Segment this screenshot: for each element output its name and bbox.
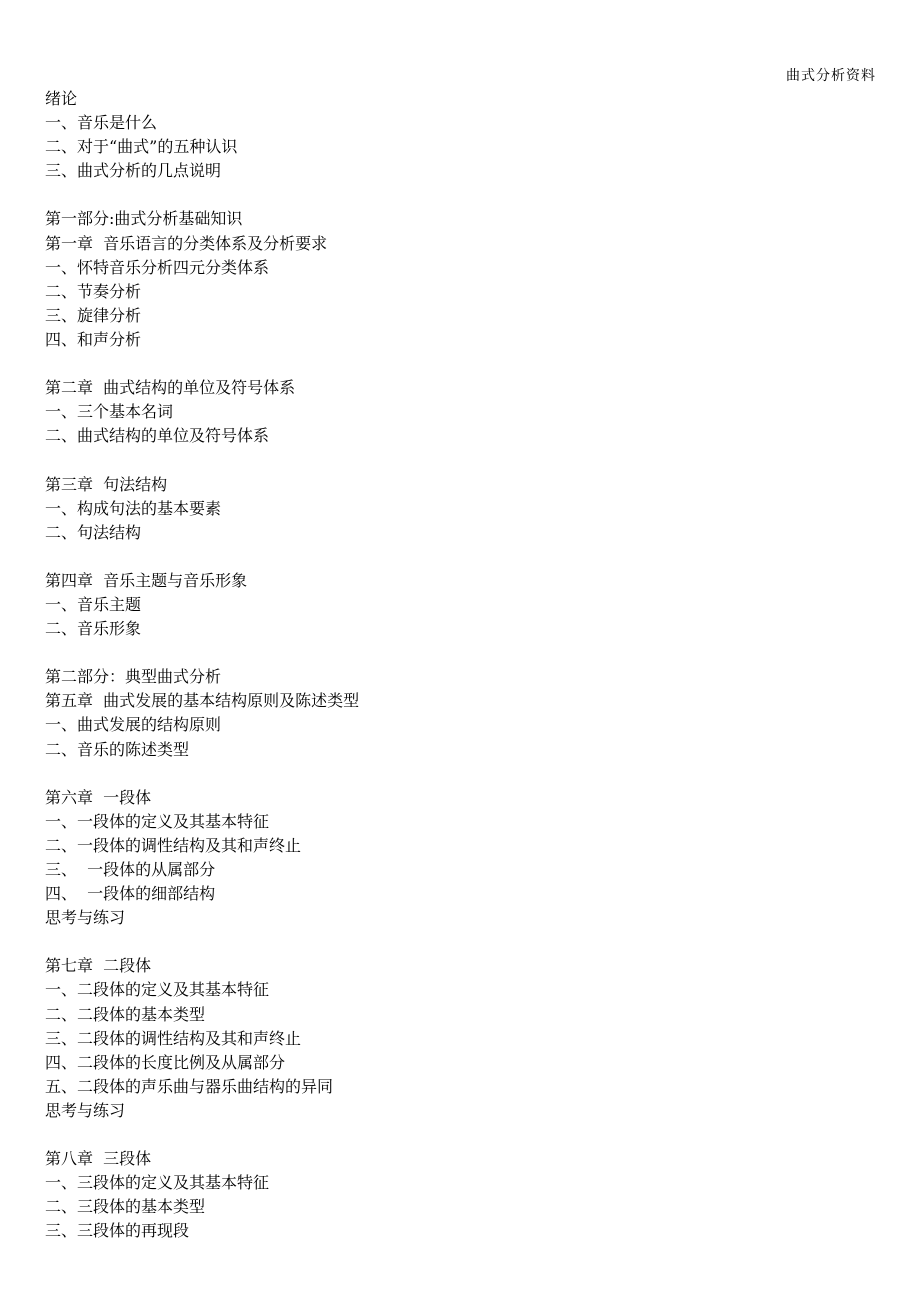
toc-item: 二、音乐形象 bbox=[45, 619, 142, 639]
document-header-note: 曲式分析资料 bbox=[786, 68, 876, 84]
chapter-title: 第四章 音乐主题与音乐形象 bbox=[45, 570, 248, 590]
toc-item: 一、三段体的定义及其基本特征 bbox=[45, 1173, 270, 1193]
toc-item: 四、 一段体的细部结构 bbox=[45, 884, 216, 904]
toc-item: 三、曲式分析的几点说明 bbox=[45, 161, 222, 181]
part-title: 第二部分：典型曲式分析 bbox=[45, 667, 222, 687]
spacer bbox=[45, 1123, 876, 1147]
spacer bbox=[45, 352, 876, 376]
part-title: 第一部分:曲式分析基础知识 bbox=[45, 209, 243, 229]
toc-item: 二、一段体的调性结构及其和声终止 bbox=[45, 835, 302, 855]
toc-item: 一、怀特音乐分析四元分类体系 bbox=[45, 257, 270, 277]
toc-item: 三、二段体的调性结构及其和声终止 bbox=[45, 1028, 302, 1048]
toc-item: 二、句法结构 bbox=[45, 522, 142, 542]
toc-item: 二、音乐的陈述类型 bbox=[45, 739, 190, 759]
toc-item: 二、三段体的基本类型 bbox=[45, 1197, 206, 1217]
toc-item: 二、曲式结构的单位及符号体系 bbox=[45, 426, 270, 446]
spacer bbox=[45, 448, 876, 472]
toc-item: 一、构成句法的基本要素 bbox=[45, 498, 222, 518]
chapter-title: 第一章 音乐语言的分类体系及分析要求 bbox=[45, 233, 328, 253]
chapter-title: 第六章 一段体 bbox=[45, 787, 152, 807]
toc-item: 二、对于“曲式”的五种认识 bbox=[45, 137, 238, 157]
chapter-title: 第五章 曲式发展的基本结构原则及陈述类型 bbox=[45, 691, 360, 711]
toc-item: 思考与练习 bbox=[45, 908, 126, 928]
toc-item: 三、 一段体的从属部分 bbox=[45, 860, 216, 879]
toc-item: 三、旋律分析 bbox=[45, 305, 142, 325]
spacer bbox=[45, 183, 876, 207]
toc-item: 一、二段体的定义及其基本特征 bbox=[45, 980, 270, 1000]
toc-item: 思考与练习 bbox=[45, 1100, 126, 1120]
toc-item: 四、二段体的长度比例及从属部分 bbox=[45, 1052, 286, 1072]
chapter-title: 第三章 句法结构 bbox=[45, 474, 168, 494]
table-of-contents bbox=[45, 87, 876, 1244]
toc-item: 四、和声分析 bbox=[45, 329, 142, 349]
spacer bbox=[45, 545, 876, 569]
chapter-title: 第二章 曲式结构的单位及符号体系 bbox=[45, 378, 296, 398]
toc-item: 五、二段体的声乐曲与器乐曲结构的异同 bbox=[45, 1076, 334, 1096]
toc-item: 一、三个基本名词 bbox=[45, 402, 174, 422]
chapter-title: 第七章 二段体 bbox=[45, 956, 152, 976]
toc-item: 一、曲式发展的结构原则 bbox=[45, 715, 222, 735]
spacer bbox=[45, 930, 876, 954]
toc-item: 一、音乐是什么 bbox=[45, 113, 158, 133]
toc-item: 二、节奏分析 bbox=[45, 281, 142, 301]
spacer bbox=[45, 641, 876, 665]
toc-item: 一、一段体的定义及其基本特征 bbox=[45, 811, 270, 831]
chapter-title: 第八章 三段体 bbox=[45, 1149, 152, 1169]
section-title-intro: 绪论 bbox=[45, 89, 78, 108]
toc-item: 一、音乐主题 bbox=[45, 594, 142, 614]
toc-item: 二、二段体的基本类型 bbox=[45, 1004, 206, 1024]
toc-item: 三、三段体的再现段 bbox=[45, 1221, 190, 1241]
spacer bbox=[45, 762, 876, 786]
